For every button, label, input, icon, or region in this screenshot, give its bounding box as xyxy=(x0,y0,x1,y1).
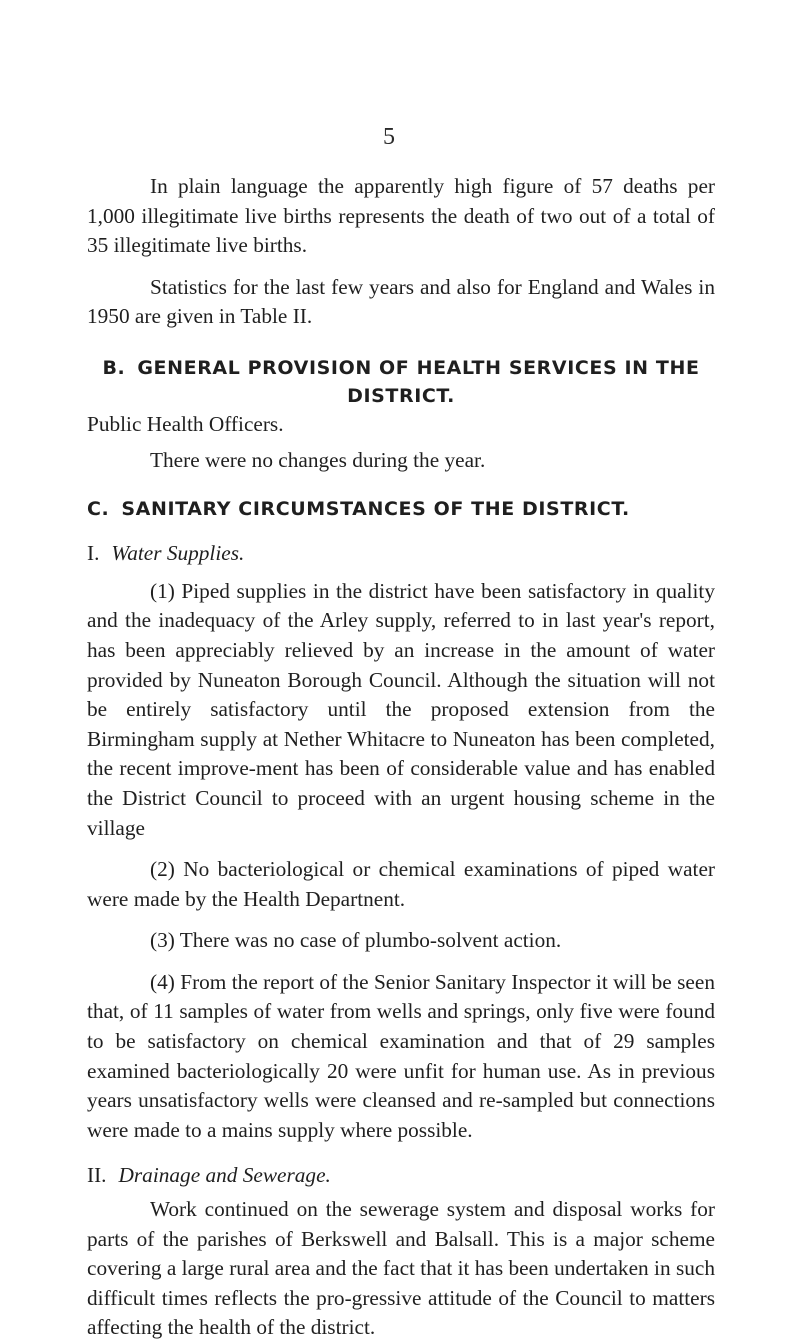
water-supplies-heading xyxy=(87,539,715,569)
water-item-3: (3) There was no case of plumbo-solvent action. xyxy=(150,928,562,953)
water-supplies-number: I. xyxy=(87,541,100,566)
section-c-title: SANITARY CIRCUMSTANCES OF THE DISTRICT. xyxy=(121,498,630,521)
section-b-letter: B. xyxy=(102,356,126,379)
drainage-text: Work continued on the sewerage system and disposal works for parts of the parishes of Berkswell and Balsall. This is a major scheme covering a large rural area and the fact that it has been undertaken in such difficult times reflects the pro-gressive attitude of the Council to matters affecting the health of the district. xyxy=(87,1197,715,1340)
water-item-4: (4) From the report of the Senior Sanitary Inspector it will be seen that, of 11 samples of water from wells and springs, only five were found to be satisfactory on chemical examination and that of 29 samples examined bacteriologically 20 were unfit for human use. As in previous years unsatisfactory wells were cleansed and re-sampled but connections were made to a mains supply where possible. xyxy=(87,969,715,1142)
section-b-text: There were no changes during the year. xyxy=(150,447,486,472)
drainage-heading xyxy=(87,1161,715,1191)
drainage-number: II. xyxy=(87,1163,107,1188)
page-content xyxy=(87,172,715,1343)
water-item-1: (1) Piped supplies in the district have been satisfactory in quality and the inadequacy of the Arley supply, referred to in last year's report, has been appreciably relieved by an increase in the amount of water provided by Nuneaton Borough Council. Although the situation will not be entirely satisfactory until the proposed extension from the Birmingham supply at Nether Whitacre to Nuneaton has been completed, the recent improve-ment has been of considerable value and has enabled the District Council to proceed with an urgent housing scheme in the village xyxy=(87,578,715,840)
water-item-2: (2) No bacteriological or chemical examinations of piped water were made by the Health Departnent. xyxy=(87,857,715,911)
section-c-heading xyxy=(87,495,715,523)
water-supplies-title: Water Supplies. xyxy=(111,541,245,566)
paragraph-statistics: Statistics for the last few years and also for England and Wales in 1950 are given in Table II. xyxy=(87,274,715,329)
section-b-heading xyxy=(87,354,715,410)
section-b-title: GENERAL PROVISION OF HEALTH SERVICES IN THE DISTRICT. xyxy=(137,356,700,407)
paragraph-illegitimate-deaths: In plain language the apparently high figure of 57 deaths per 1,000 illegitimate live births represents the death of two out of a total of 35 illegitimate live births. xyxy=(87,174,715,258)
section-c-letter: C. xyxy=(87,498,110,521)
drainage-title: Drainage and Sewerage. xyxy=(118,1163,331,1188)
section-b-subheading: Public Health Officers. xyxy=(87,411,284,436)
page-number: 5 xyxy=(383,124,395,150)
